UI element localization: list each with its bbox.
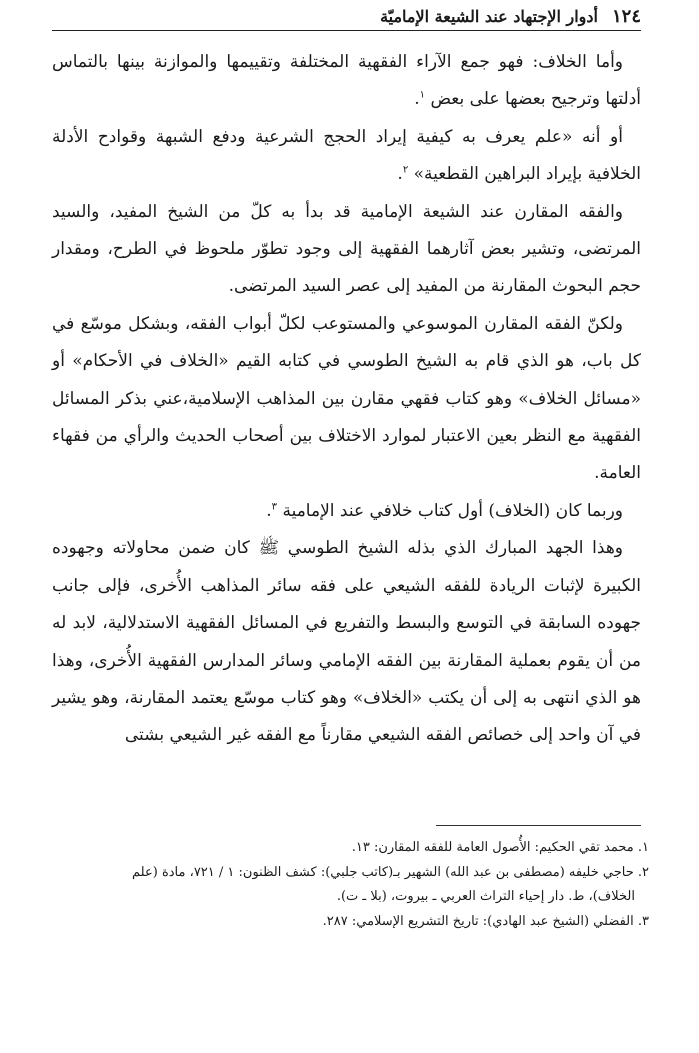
- footnote-2-continuation: الخلاف)، ط. دار إحياء التراث العربي ـ بيروت، (بلا ـ ت).: [336, 889, 635, 904]
- paragraph-khilaf-definition: وأما الخلاف: فهو جمع الآراء الفقهية المختلفة وتقييمها والموازنة بينها بالتماس أدلتها وترجيح بعضها على بعض $^١$.: [52, 52, 641, 110]
- footnote-ref-3: ٣: [271, 501, 278, 513]
- footnote-3: ٣. الفضلي (الشيخ عبد الهادي): تاريخ التشريع الإسلامي: ٢٨٧.: [322, 913, 649, 929]
- paragraph-tusi-effort: وهذا الجهد المبارك الذي بذله الشيخ الطوسي ﷺ كان ضمن محاولاته وجهوده الكبيرة لإثبات الريادة للفقه الشيعي على فقه سائر المذاهب الأُخرى، فإلى جانب جهوده السابقة في التوسع والبسط والتفريع في المسائل الفقهية الاستدلالية، لابد له من أن يقوم بعملية المقارنة بين الفقه الإمامي وسائر المدارس الفقهية الأُخرى، وهذا هو الذي انتهى به إلى أن يكتب «الخلاف» وهو كتاب موسّع يعتمد المقارنة، وهو يشير في آن واحد إلى خصائص الفقه الشيعي مقارناً مع الفقه غير الشيعي بشتى: [52, 538, 641, 746]
- page-number: ١٢٤: [611, 5, 641, 27]
- header-rule: [52, 30, 641, 31]
- footnotes: [52, 836, 649, 934]
- footnote-ref-2: ٢: [402, 164, 409, 176]
- footnote-separator: [436, 825, 641, 826]
- footnote-2: ٢. حاجي خليفه (مصطفى بن عبد الله) الشهير بـ(كاتب جلبي): كشف الظنون: ١ / ٧٢١، مادة (علم: [132, 864, 649, 880]
- paragraph-khilaf-science: أو أنه «علم يعرف به كيفية إيراد الحجج الشرعية ودفع الشبهة وقوادح الأدلة الخلافية بإيراد البراهين القطعية» $^٢$.: [52, 126, 641, 185]
- paragraph-comparative-fiqh: والفقه المقارن عند الشيعة الإمامية قد بدأ به كلّ من الشيخ المفيد، والسيد المرتضى، وتشير بعض آثارهما الفقهية إلى وجود تطوّر ملحوظ في الطرح، ومقدار حجم البحوث المقارنة من المفيد إلى عصر السيد المرتضى.: [52, 201, 641, 297]
- running-title: أدوار الإجتهاد عند الشيعة الإماميّة: [380, 6, 598, 26]
- footnote-1: ١. محمد تقي الحكيم: الأُصول العامة للفقه المقارن: ١٣.: [351, 840, 649, 855]
- running-header: [52, 4, 641, 28]
- main-text: [52, 44, 641, 755]
- paragraph-tusi-khilaf: ولكنّ الفقه المقارن الموسوعي والمستوعب لكلّ أبواب الفقه، وبشكل موسّع في كل باب، هو الذي قام به الشيخ الطوسي في كتابه القيم «الخلاف في الأحكام» أو «مسائل الخلاف» وهو كتاب فقهي مقارن بين المذاهب الإسلامية،عني بذكر المسائل الفقهية مع النظر بعين الاعتبار لموارد الاختلاف بين أصحاب الحديث والرأي من فقهاء العامة.: [52, 313, 641, 484]
- paragraph-first-khilafi-book: وربما كان (الخلاف) أول كتاب خلافي عند الإمامية $^٣$.: [266, 500, 623, 521]
- footnote-ref-1: ١: [419, 89, 426, 101]
